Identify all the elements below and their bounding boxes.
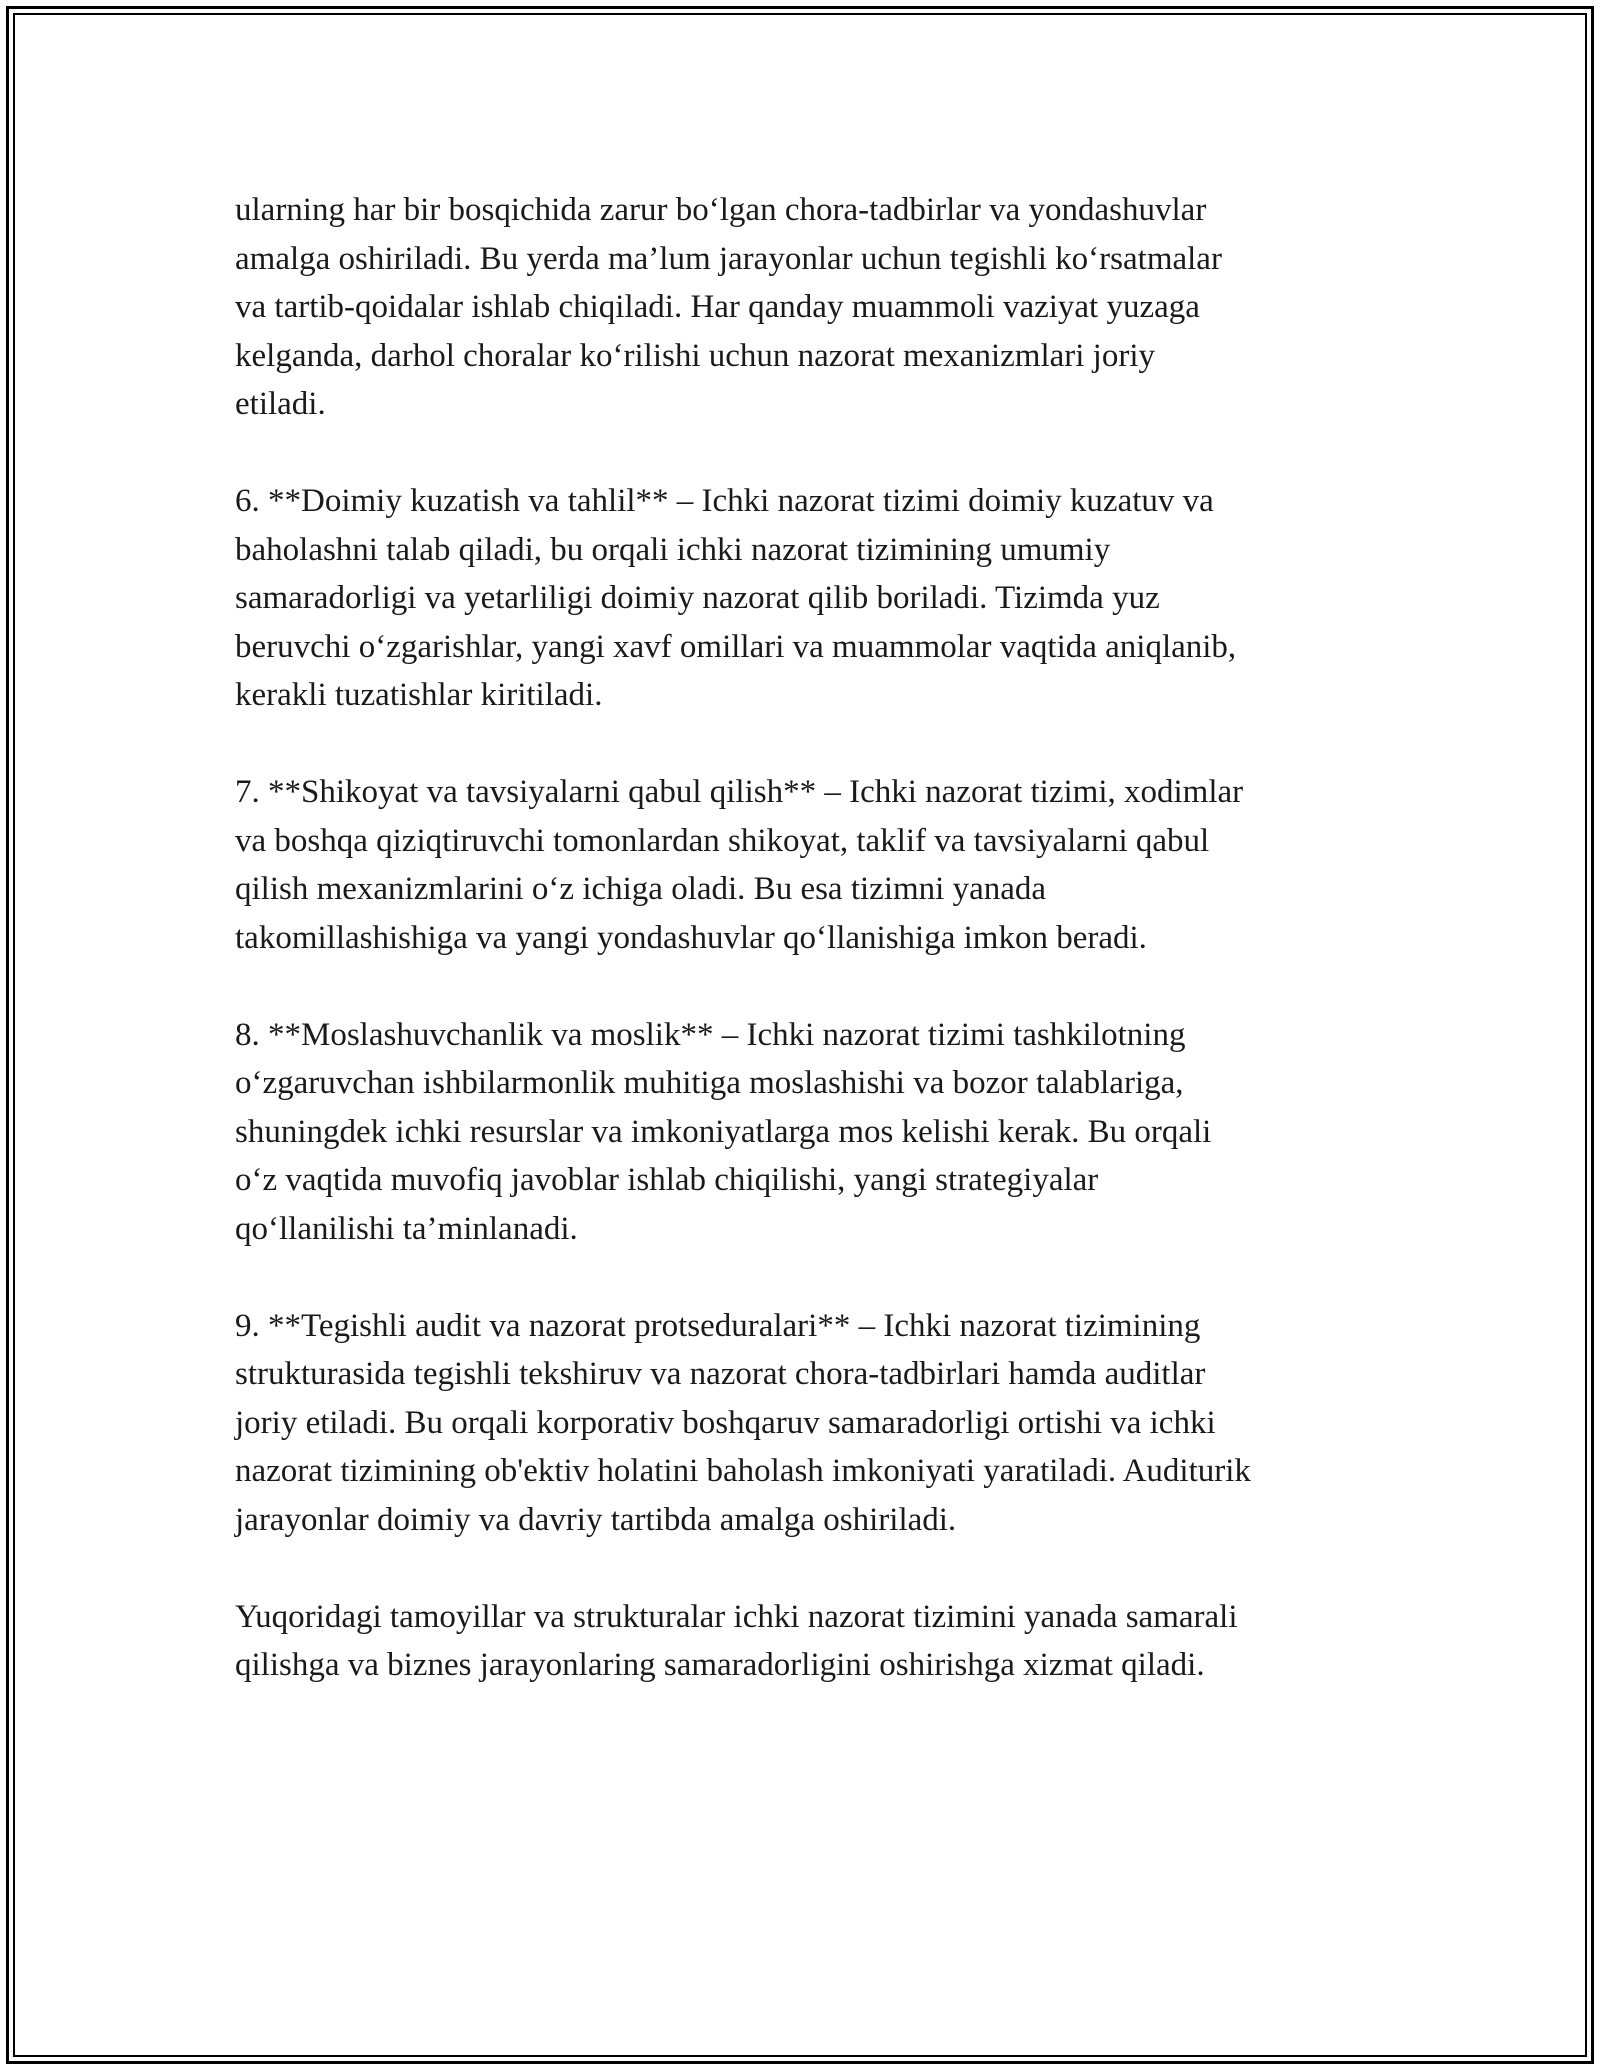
document-body <box>235 186 1395 1738</box>
paragraph-item-9: 9. **Tegishli audit va nazorat protseduralari** – Ichki nazorat tizimining strukturasida tegishli tekshiruv va nazorat chora-tadbirlari hamda auditlar joriy etiladi. Bu orqali korporativ boshqaruv samaradorligi ortishi va ichki nazorat tizimining ob'ektiv holatini baholash imkoniyati yaratiladi. Auditurik jarayonlar doimiy va davriy tartibda amalga oshiriladi. <box>235 1307 1251 1538</box>
paragraph-item-7: 7. **Shikoyat va tavsiyalarni qabul qilish** – Ichki nazorat tizimi, xodimlar va boshqa qiziqtiruvchi tomonlardan shikoyat, taklif va tavsiyalarni qabul qilish mexanizmlarini o‘z ichiga oladi. Bu esa tizimni yanada takomillashishiga va yangi yondashuvlar qo‘llanishiga imkon beradi. <box>235 774 1244 956</box>
paragraph-conclusion: Yuqoridagi tamoyillar va strukturalar ichki nazorat tizimini yanada samarali qilishga va biznes jarayonlaring samaradorligini oshirishga xizmat qiladi. <box>235 1598 1238 1683</box>
paragraph-item-6: 6. **Doimiy kuzatish va tahlil** – Ichki nazorat tizimi doimiy kuzatuv va baholashni talab qiladi, bu orqali ichki nazorat tizimining umumiy samaradorligi va yetarliligi doimiy nazorat qilib boriladi. Tizimda yuz beruvchi o‘zgarishlar, yangi xavf omillari va muammolar vaqtida aniqlanib, kerakli tuzatishlar kiritiladi. <box>235 483 1237 713</box>
paragraph-intro-continuation: ularning har bir bosqichida zarur bo‘lgan chora-tadbirlar va yondashuvlar amalga oshiriladi. Bu yerda ma’lum jarayonlar uchun tegishli ko‘rsatmalar va tartib-qoidalar ishlab chiqiladi. Har qanday muammoli vaziyat yuzaga kelganda, darhol choralar ko‘rilishi uchun nazorat mexanizmlari joriy etiladi. <box>235 192 1222 422</box>
paragraph-item-8: 8. **Moslashuvchanlik va moslik** – Ichki nazorat tizimi tashkilotning o‘zgaruvchan ishbilarmonlik muhitiga moslashishi va bozor talablariga, shuningdek ichki resurslar va imkoniyatlarga mos kelishi kerak. Bu orqali o‘z vaqtida muvofiq javoblar ishlab chiqilishi, yangi strategiyalar qo‘llanilishi ta’minlanadi. <box>235 1016 1212 1247</box>
